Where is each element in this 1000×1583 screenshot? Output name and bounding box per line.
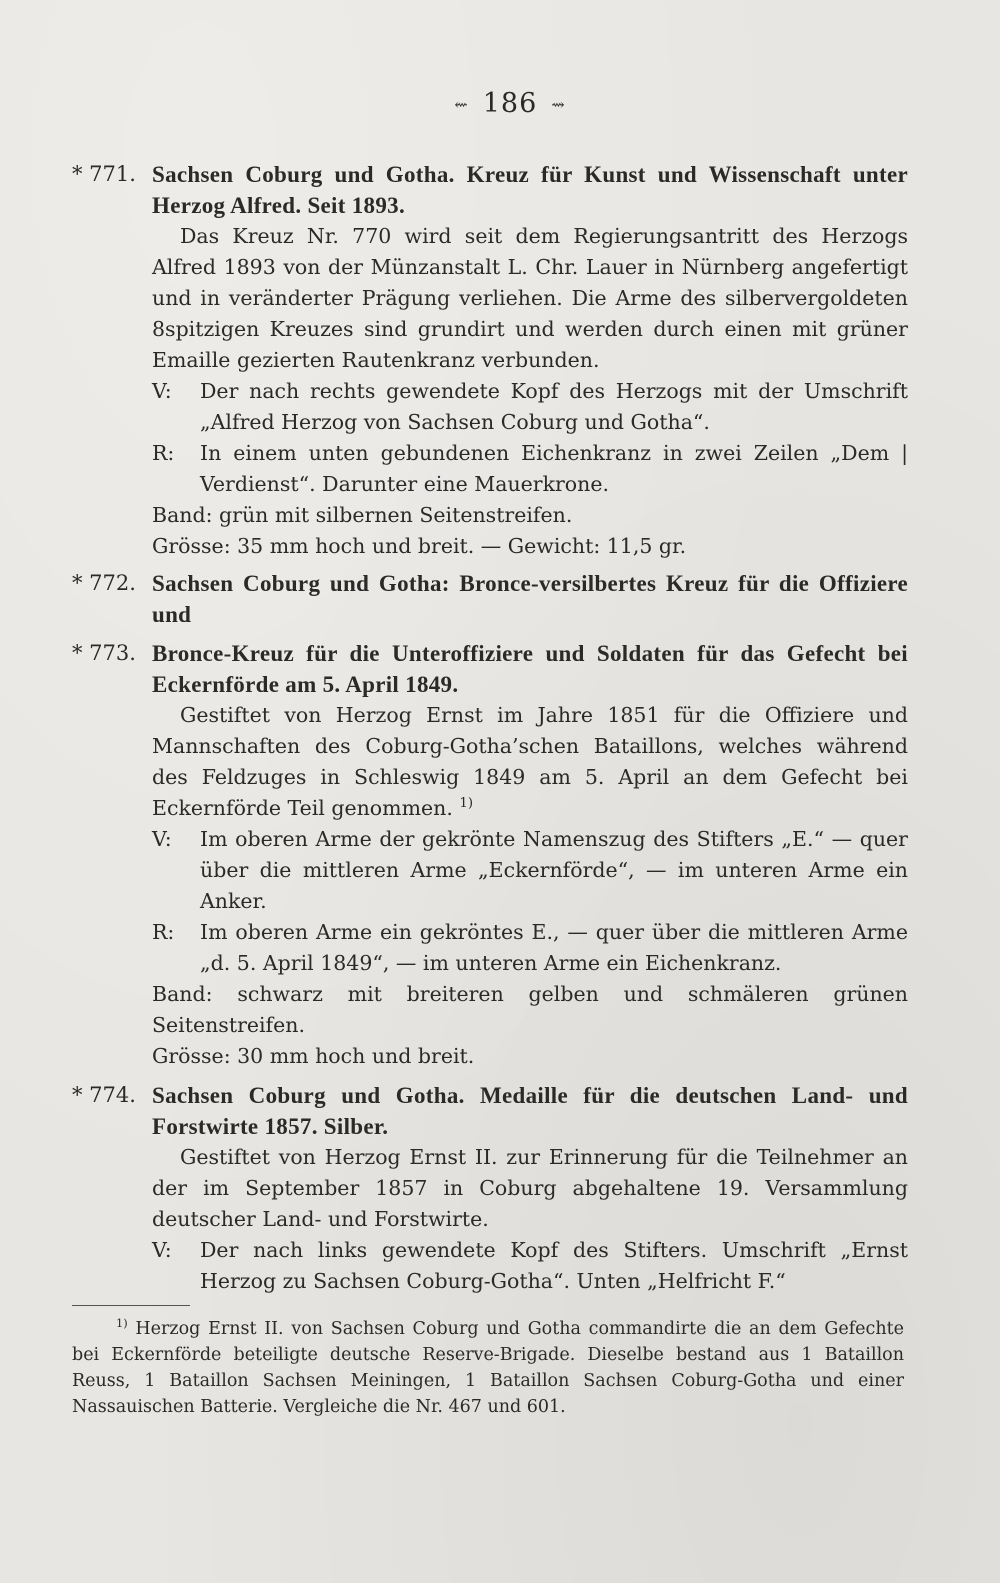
- entry-title: Sachsen Coburg und Gotha. Kreuz für Kunst und Wissenschaft unter Herzog Alfred. Seit 1893.: [152, 162, 908, 218]
- reverse-description: [152, 917, 908, 979]
- obverse-label: V:: [152, 379, 172, 403]
- entry-number: * 774.: [72, 1083, 136, 1107]
- page-number: 186: [482, 88, 538, 119]
- entry-description: Gestiftet von Herzog Ernst II. zur Erinnerung für die Teilnehmer an der im September 1857 in Coburg abgehaltene 19. Versammlung deutscher Land- und Forstwirte.: [152, 1145, 908, 1231]
- reverse-description: [152, 438, 908, 500]
- footnote-divider: [72, 1305, 190, 1306]
- ornament-left-icon: ⇜: [454, 94, 469, 114]
- obverse-text: Der nach links gewendete Kopf des Stifters. Umschrift „Ernst Herzog zu Sachsen Coburg-Gotha“. Unten „Helfricht F.“: [200, 1238, 908, 1293]
- catalog-entry-774: [72, 1080, 908, 1297]
- size-description: Grösse: 35 mm hoch und breit. — Gewicht: 11,5 gr.: [152, 534, 687, 558]
- size-description: Grösse: 30 mm hoch und breit.: [152, 1044, 475, 1068]
- obverse-description: [152, 824, 908, 917]
- footnote-text: Herzog Ernst II. von Sachsen Coburg und Gotha commandirte die an dem Gefechte bei Eckernförde beteiligte deutsche Reserve-Brigade. Dieselbe bestand aus 1 Bataillon Reuss, 1 Bataillon Sachsen Meiningen, 1 Bataillon Sachsen Coburg-Gotha und einer Nassauischen Batterie. Vergleiche die Nr. 467 und 601.: [72, 1319, 904, 1417]
- ribbon-description: Band: grün mit silbernen Seitenstreifen.: [152, 503, 573, 527]
- footnote-reference: 1): [459, 796, 474, 812]
- obverse-description: [152, 376, 908, 438]
- entry-number: * 773.: [72, 641, 136, 665]
- footnote: [72, 1316, 908, 1420]
- ribbon-description: [152, 979, 908, 1041]
- ornament-right-icon: ⇝: [551, 94, 566, 114]
- entry-title: Sachsen Coburg und Gotha. Medaille für die deutschen Land- und Forstwirte 1857. Silber.: [152, 1083, 908, 1139]
- catalog-entry-772: [72, 568, 908, 630]
- reverse-text: Im oberen Arme ein gekröntes E., — quer über die mittleren Arme „d. 5. April 1849“, — im unteren Arme ein Eichenkranz.: [200, 920, 908, 975]
- obverse-text: Im oberen Arme der gekrönte Namenszug des Stifters „E.“ — quer über die mittleren Arme „Eckernförde“, — im unteren Arme ein Anker.: [200, 827, 908, 913]
- obverse-description: [152, 1235, 908, 1297]
- entry-number: * 771.: [72, 162, 136, 186]
- page-header: [72, 90, 908, 117]
- entry-description-text: Gestiftet von Herzog Ernst im Jahre 1851 für die Offiziere und Mannschaften des Coburg-Gotha’schen Bataillons, welches während des Feldzuges in Schleswig 1849 am 5. April an dem Gefecht bei Eckernförde Teil genommen.: [152, 703, 908, 820]
- entry-description: Das Kreuz Nr. 770 wird seit dem Regierungsantritt des Herzogs Alfred 1893 von der Münzanstalt L. Chr. Lauer in Nürnberg angefertigt und in veränderter Prägung verliehen. Die Arme des silbervergoldeten 8spitzigen Kreuzes sind grundirt und werden durch einen mit grüner Emaille gezierten Rautenkranz verbunden.: [152, 224, 908, 372]
- entry-number: * 772.: [72, 571, 136, 595]
- footnote-marker: 1): [116, 1316, 128, 1331]
- obverse-label: V:: [152, 827, 172, 851]
- reverse-text: In einem unten gebundenen Eichenkranz in zwei Zeilen „Dem | Verdienst“. Darunter eine Mauerkrone.: [200, 441, 908, 496]
- catalog-entry-771: [72, 159, 908, 562]
- obverse-label: V:: [152, 1238, 172, 1262]
- reverse-label: R:: [152, 441, 175, 465]
- entry-description: [152, 700, 908, 824]
- obverse-text: Der nach rechts gewendete Kopf des Herzogs mit der Umschrift „Alfred Herzog von Sachsen Coburg und Gotha“.: [200, 379, 908, 434]
- ribbon-text: schwarz mit breiteren gelben und schmäleren grünen Seitenstreifen.: [152, 982, 908, 1037]
- entry-title: Bronce-Kreuz für die Unteroffiziere und Soldaten für das Gefecht bei Eckernförde am 5. April 1849.: [152, 641, 908, 697]
- reverse-label: R:: [152, 920, 175, 944]
- entry-title: Sachsen Coburg und Gotha: Bronce-versilbertes Kreuz für die Offiziere und: [152, 571, 908, 627]
- catalog-entry-773: [72, 638, 908, 1072]
- ribbon-label: Band:: [152, 982, 213, 1006]
